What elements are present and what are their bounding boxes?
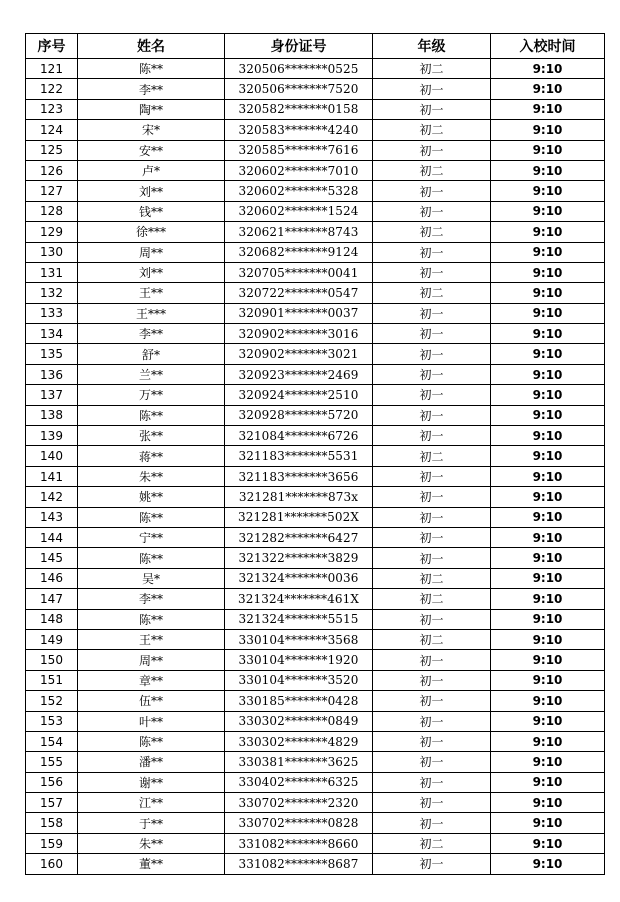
cell-time: 9:10: [491, 222, 605, 242]
cell-no: 141: [26, 466, 78, 486]
cell-time: 9:10: [491, 303, 605, 323]
cell-id: 320602*******5328: [225, 181, 373, 201]
cell-time: 9:10: [491, 772, 605, 792]
cell-time: 9:10: [491, 79, 605, 99]
cell-time: 9:10: [491, 242, 605, 262]
cell-id: 330302*******4829: [225, 731, 373, 751]
cell-grade: 初一: [373, 79, 491, 99]
cell-no: 159: [26, 833, 78, 853]
table-row: [26, 364, 605, 384]
cell-id: 320722*******0547: [225, 283, 373, 303]
cell-no: 139: [26, 426, 78, 446]
table-row: [26, 324, 605, 344]
cell-grade: 初一: [373, 181, 491, 201]
table-body: [26, 59, 605, 875]
cell-id: 320506*******0525: [225, 59, 373, 79]
table-row: [26, 79, 605, 99]
cell-grade: 初二: [373, 446, 491, 466]
cell-grade: 初一: [373, 262, 491, 282]
cell-id: 320506*******7520: [225, 79, 373, 99]
cell-name: 刘**: [78, 262, 225, 282]
table-row: [26, 160, 605, 180]
cell-id: 321084*******6726: [225, 426, 373, 446]
cell-name: 宋*: [78, 120, 225, 140]
cell-grade: 初一: [373, 711, 491, 731]
cell-id: 321281*******873x: [225, 487, 373, 507]
cell-grade: 初一: [373, 548, 491, 568]
cell-id: 321282*******6427: [225, 527, 373, 547]
cell-name: 陈**: [78, 731, 225, 751]
cell-name: 李**: [78, 324, 225, 344]
cell-no: 140: [26, 446, 78, 466]
cell-no: 150: [26, 650, 78, 670]
cell-time: 9:10: [491, 731, 605, 751]
cell-name: 陈**: [78, 548, 225, 568]
table-row: [26, 242, 605, 262]
cell-id: 320621*******8743: [225, 222, 373, 242]
cell-time: 9:10: [491, 711, 605, 731]
cell-id: 320901*******0037: [225, 303, 373, 323]
cell-time: 9:10: [491, 670, 605, 690]
cell-name: 王**: [78, 283, 225, 303]
cell-grade: 初二: [373, 120, 491, 140]
table-row: [26, 99, 605, 119]
cell-id: 321324*******5515: [225, 609, 373, 629]
cell-time: 9:10: [491, 833, 605, 853]
cell-grade: 初一: [373, 854, 491, 874]
cell-grade: 初一: [373, 201, 491, 221]
cell-id: 320582*******0158: [225, 99, 373, 119]
cell-no: 136: [26, 364, 78, 384]
cell-time: 9:10: [491, 324, 605, 344]
header-no: 序号: [26, 34, 78, 59]
cell-id: 330702*******2320: [225, 793, 373, 813]
table-row: [26, 854, 605, 874]
cell-no: 143: [26, 507, 78, 527]
cell-grade: 初一: [373, 691, 491, 711]
cell-name: 兰**: [78, 364, 225, 384]
cell-time: 9:10: [491, 691, 605, 711]
cell-grade: 初一: [373, 303, 491, 323]
cell-id: 331082*******8660: [225, 833, 373, 853]
cell-name: 宁**: [78, 527, 225, 547]
table-row: [26, 466, 605, 486]
table-row: [26, 507, 605, 527]
cell-name: 江**: [78, 793, 225, 813]
cell-grade: 初一: [373, 527, 491, 547]
cell-id: 320705*******0041: [225, 262, 373, 282]
cell-id: 320583*******4240: [225, 120, 373, 140]
cell-time: 9:10: [491, 568, 605, 588]
cell-time: 9:10: [491, 99, 605, 119]
cell-time: 9:10: [491, 854, 605, 874]
cell-id: 330402*******6325: [225, 772, 373, 792]
cell-id: 330185*******0428: [225, 691, 373, 711]
cell-no: 151: [26, 670, 78, 690]
cell-grade: 初一: [373, 793, 491, 813]
cell-id: 330104*******1920: [225, 650, 373, 670]
table-row: [26, 731, 605, 751]
cell-id: 320923*******2469: [225, 364, 373, 384]
cell-time: 9:10: [491, 364, 605, 384]
table-row: [26, 711, 605, 731]
table-row: [26, 813, 605, 833]
table-row: [26, 446, 605, 466]
cell-name: 陈**: [78, 405, 225, 425]
cell-id: 320928*******5720: [225, 405, 373, 425]
cell-name: 王**: [78, 629, 225, 649]
cell-no: 142: [26, 487, 78, 507]
table-row: [26, 487, 605, 507]
cell-id: 330104*******3520: [225, 670, 373, 690]
cell-time: 9:10: [491, 446, 605, 466]
header-row: [26, 34, 605, 59]
cell-no: 138: [26, 405, 78, 425]
cell-name: 陈**: [78, 609, 225, 629]
cell-id: 320602*******7010: [225, 160, 373, 180]
table-row: [26, 793, 605, 813]
cell-name: 于**: [78, 813, 225, 833]
cell-no: 129: [26, 222, 78, 242]
table-row: [26, 181, 605, 201]
cell-no: 123: [26, 99, 78, 119]
cell-no: 133: [26, 303, 78, 323]
cell-id: 320902*******3021: [225, 344, 373, 364]
cell-time: 9:10: [491, 752, 605, 772]
table-row: [26, 548, 605, 568]
cell-time: 9:10: [491, 140, 605, 160]
cell-grade: 初二: [373, 160, 491, 180]
cell-name: 叶**: [78, 711, 225, 731]
cell-grade: 初一: [373, 466, 491, 486]
cell-id: 320602*******1524: [225, 201, 373, 221]
cell-grade: 初一: [373, 650, 491, 670]
table-row: [26, 59, 605, 79]
cell-time: 9:10: [491, 650, 605, 670]
cell-name: 李**: [78, 79, 225, 99]
cell-no: 153: [26, 711, 78, 731]
cell-grade: 初一: [373, 385, 491, 405]
cell-no: 122: [26, 79, 78, 99]
cell-name: 吴*: [78, 568, 225, 588]
cell-name: 李**: [78, 589, 225, 609]
header-name: 姓名: [78, 34, 225, 59]
cell-name: 朱**: [78, 833, 225, 853]
cell-no: 145: [26, 548, 78, 568]
cell-name: 刘**: [78, 181, 225, 201]
cell-id: 321281*******502X: [225, 507, 373, 527]
cell-no: 125: [26, 140, 78, 160]
cell-id: 331082*******8687: [225, 854, 373, 874]
cell-no: 147: [26, 589, 78, 609]
cell-time: 9:10: [491, 262, 605, 282]
cell-name: 谢**: [78, 772, 225, 792]
cell-grade: 初一: [373, 487, 491, 507]
cell-no: 149: [26, 629, 78, 649]
table-row: [26, 405, 605, 425]
cell-name: 卢*: [78, 160, 225, 180]
cell-id: 320682*******9124: [225, 242, 373, 262]
cell-id: 321322*******3829: [225, 548, 373, 568]
cell-grade: 初二: [373, 589, 491, 609]
cell-name: 钱**: [78, 201, 225, 221]
cell-id: 330702*******0828: [225, 813, 373, 833]
cell-grade: 初一: [373, 772, 491, 792]
table-row: [26, 589, 605, 609]
cell-name: 安**: [78, 140, 225, 160]
cell-no: 134: [26, 324, 78, 344]
cell-grade: 初一: [373, 344, 491, 364]
cell-grade: 初一: [373, 405, 491, 425]
cell-no: 155: [26, 752, 78, 772]
cell-no: 146: [26, 568, 78, 588]
cell-name: 蒋**: [78, 446, 225, 466]
cell-grade: 初一: [373, 670, 491, 690]
cell-no: 160: [26, 854, 78, 874]
cell-name: 朱**: [78, 466, 225, 486]
cell-no: 128: [26, 201, 78, 221]
cell-name: 舒*: [78, 344, 225, 364]
table-row: [26, 426, 605, 446]
table-row: [26, 222, 605, 242]
cell-grade: 初一: [373, 242, 491, 262]
cell-no: 131: [26, 262, 78, 282]
table-row: [26, 609, 605, 629]
cell-id: 330302*******0849: [225, 711, 373, 731]
table-row: [26, 283, 605, 303]
cell-time: 9:10: [491, 487, 605, 507]
cell-no: 137: [26, 385, 78, 405]
cell-time: 9:10: [491, 385, 605, 405]
cell-time: 9:10: [491, 629, 605, 649]
cell-id: 321324*******461X: [225, 589, 373, 609]
table-row: [26, 670, 605, 690]
cell-grade: 初二: [373, 629, 491, 649]
cell-grade: 初二: [373, 222, 491, 242]
table-row: [26, 303, 605, 323]
cell-name: 章**: [78, 670, 225, 690]
cell-name: 伍**: [78, 691, 225, 711]
table-header: [26, 34, 605, 59]
table-row: [26, 527, 605, 547]
table-row: [26, 344, 605, 364]
cell-no: 152: [26, 691, 78, 711]
cell-no: 156: [26, 772, 78, 792]
cell-grade: 初一: [373, 99, 491, 119]
cell-name: 万**: [78, 385, 225, 405]
cell-grade: 初一: [373, 813, 491, 833]
cell-name: 周**: [78, 650, 225, 670]
cell-time: 9:10: [491, 344, 605, 364]
cell-name: 陈**: [78, 507, 225, 527]
table-row: [26, 650, 605, 670]
cell-grade: 初一: [373, 507, 491, 527]
cell-time: 9:10: [491, 283, 605, 303]
cell-grade: 初一: [373, 426, 491, 446]
student-roster-table: [25, 33, 605, 875]
cell-grade: 初二: [373, 283, 491, 303]
cell-time: 9:10: [491, 589, 605, 609]
cell-no: 148: [26, 609, 78, 629]
cell-no: 121: [26, 59, 78, 79]
cell-no: 124: [26, 120, 78, 140]
cell-no: 157: [26, 793, 78, 813]
cell-grade: 初一: [373, 731, 491, 751]
header-grade: 年级: [373, 34, 491, 59]
cell-grade: 初一: [373, 609, 491, 629]
cell-name: 陈**: [78, 59, 225, 79]
table-row: [26, 385, 605, 405]
cell-id: 330381*******3625: [225, 752, 373, 772]
cell-time: 9:10: [491, 793, 605, 813]
cell-time: 9:10: [491, 120, 605, 140]
table-row: [26, 120, 605, 140]
cell-grade: 初一: [373, 364, 491, 384]
cell-time: 9:10: [491, 527, 605, 547]
cell-grade: 初一: [373, 324, 491, 344]
cell-grade: 初二: [373, 568, 491, 588]
cell-time: 9:10: [491, 507, 605, 527]
cell-time: 9:10: [491, 466, 605, 486]
cell-name: 王***: [78, 303, 225, 323]
cell-name: 周**: [78, 242, 225, 262]
cell-time: 9:10: [491, 609, 605, 629]
cell-time: 9:10: [491, 813, 605, 833]
table-row: [26, 629, 605, 649]
cell-no: 127: [26, 181, 78, 201]
cell-name: 潘**: [78, 752, 225, 772]
table-row: [26, 262, 605, 282]
cell-time: 9:10: [491, 426, 605, 446]
cell-grade: 初一: [373, 752, 491, 772]
table-row: [26, 201, 605, 221]
cell-name: 姚**: [78, 487, 225, 507]
cell-grade: 初二: [373, 59, 491, 79]
cell-time: 9:10: [491, 548, 605, 568]
table-row: [26, 140, 605, 160]
cell-name: 张**: [78, 426, 225, 446]
cell-grade: 初二: [373, 833, 491, 853]
cell-id: 321324*******0036: [225, 568, 373, 588]
cell-time: 9:10: [491, 59, 605, 79]
cell-no: 144: [26, 527, 78, 547]
cell-no: 135: [26, 344, 78, 364]
cell-time: 9:10: [491, 201, 605, 221]
cell-name: 徐***: [78, 222, 225, 242]
cell-id: 321183*******5531: [225, 446, 373, 466]
cell-id: 330104*******3568: [225, 629, 373, 649]
cell-no: 132: [26, 283, 78, 303]
table-row: [26, 772, 605, 792]
table-row: [26, 691, 605, 711]
cell-time: 9:10: [491, 181, 605, 201]
cell-id: 320585*******7616: [225, 140, 373, 160]
cell-id: 320902*******3016: [225, 324, 373, 344]
table-row: [26, 568, 605, 588]
table-row: [26, 833, 605, 853]
cell-time: 9:10: [491, 160, 605, 180]
header-entry-time: 入校时间: [491, 34, 605, 59]
cell-id: 320924*******2510: [225, 385, 373, 405]
cell-grade: 初一: [373, 140, 491, 160]
cell-no: 154: [26, 731, 78, 751]
cell-no: 158: [26, 813, 78, 833]
cell-no: 126: [26, 160, 78, 180]
cell-name: 董**: [78, 854, 225, 874]
cell-no: 130: [26, 242, 78, 262]
cell-id: 321183*******3656: [225, 466, 373, 486]
table-row: [26, 752, 605, 772]
cell-name: 陶**: [78, 99, 225, 119]
header-id-number: 身份证号: [225, 34, 373, 59]
cell-time: 9:10: [491, 405, 605, 425]
